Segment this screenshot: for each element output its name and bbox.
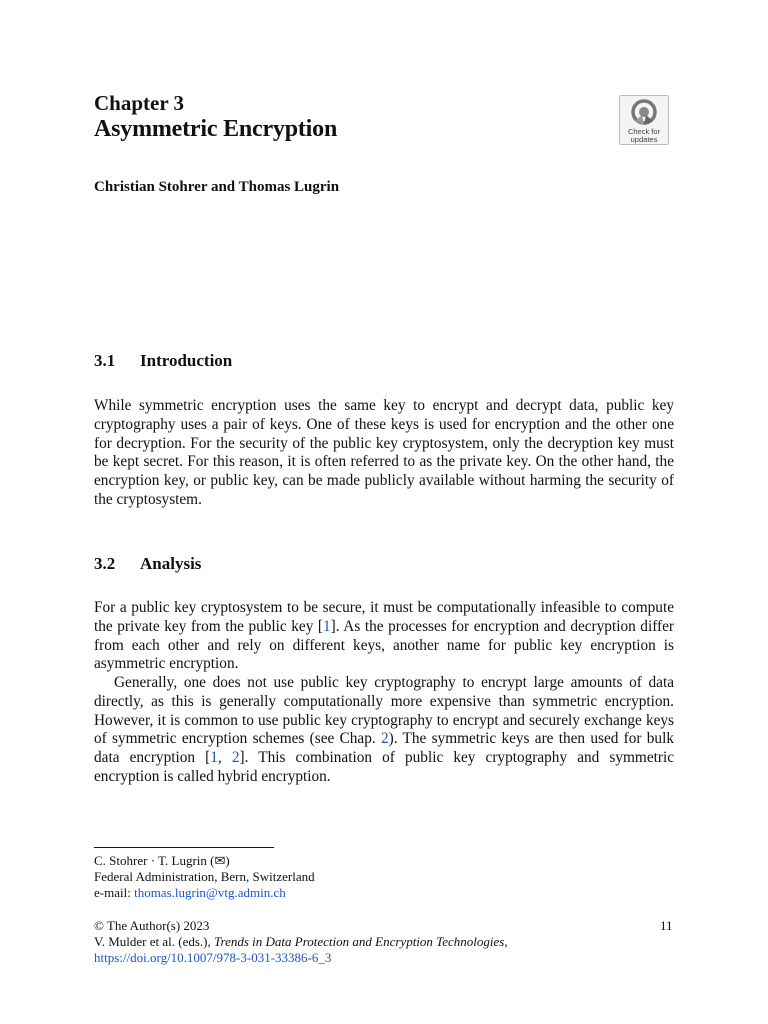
copyright: © The Author(s) 2023 bbox=[94, 918, 210, 933]
section-number: 3.1 bbox=[94, 351, 116, 370]
email-link[interactable]: thomas.lugrin@vtg.admin.ch bbox=[134, 885, 286, 900]
text-run: C. Stohrer · T. Lugrin ( bbox=[94, 853, 215, 868]
chapter-label: Chapter 3 bbox=[94, 91, 185, 115]
text-run: ]. As the processes for encryption and decryption differ from each other and rely on different keys, another name for public key encryption is asymmetric encryption. bbox=[94, 617, 674, 673]
footnote-affiliation: Federal Administration, Bern, Switzerland bbox=[94, 869, 315, 884]
text-run: V. Mulder et al. (eds.), bbox=[94, 934, 214, 949]
section-title: Analysis bbox=[140, 554, 202, 573]
section-title: Introduction bbox=[140, 351, 233, 370]
analysis-paragraph-1 bbox=[94, 599, 674, 674]
analysis-paragraph-2 bbox=[94, 674, 674, 787]
text-run: , bbox=[504, 934, 508, 949]
crossmark-icon bbox=[629, 99, 659, 127]
authors: Christian Stohrer and Thomas Lugrin bbox=[94, 179, 340, 195]
chapter-title: Asymmetric Encryption bbox=[94, 116, 338, 142]
text-run: ]. This combination of public key cryptography and symmetric encryption is called hybrid encryption. bbox=[94, 749, 674, 785]
text-run: Generally, one does not use public key cryptography to encrypt large amounts of data directly, as this is generally computationally more expensive than symmetric encryption. However, it is common to use public key cryptography to encrypt and securely exchange keys of symmetric encryption schemes (see Chap. bbox=[94, 674, 674, 748]
section-heading-analysis bbox=[94, 554, 201, 574]
doi-link[interactable]: https://doi.org/10.1007/978-3-031-33386-6_3 bbox=[94, 950, 332, 965]
badge-text-line2: updates bbox=[630, 135, 658, 144]
footnote-email-line bbox=[94, 885, 286, 902]
text-run: ). The symmetric keys are then used for bulk data encryption [ bbox=[94, 730, 674, 767]
text-run: e-mail: bbox=[94, 885, 135, 900]
envelope-icon: ✉ bbox=[214, 853, 226, 868]
page-number: 11 bbox=[660, 918, 673, 933]
doi-line bbox=[94, 950, 331, 967]
section-number: 3.2 bbox=[94, 554, 116, 573]
citation-link-1[interactable]: 1 bbox=[210, 749, 218, 767]
book-title: Trends in Data Protection and Encryption Technologies bbox=[213, 934, 505, 949]
citation-line bbox=[94, 934, 508, 951]
chapter-ref-link[interactable]: 2 bbox=[380, 730, 389, 748]
citation-link-1[interactable]: 1 bbox=[323, 617, 331, 635]
text-run: ) bbox=[225, 853, 230, 868]
intro-paragraph: While symmetric encryption uses the same key to encrypt and decrypt data, public key cryptography uses a pair of keys. One of these keys is used for encryption and the other one for decryption. For the security of the public key cryptosystem, only the decryption key must be kept secret. For this reason, it is often referred to as the private key. On the other hand, the encryption key, or public key, can be made publicly available without harming the security of the cryptosystem. bbox=[94, 397, 674, 508]
text-run: , bbox=[217, 749, 232, 767]
badge-text-line1: Check for bbox=[627, 127, 661, 136]
check-for-updates-badge[interactable] bbox=[619, 95, 669, 145]
footnote-divider bbox=[94, 847, 274, 848]
footnote-authors bbox=[94, 853, 230, 870]
section-heading-introduction bbox=[94, 351, 232, 371]
text-run: For a public key cryptosystem to be secure, it must be computationally infeasible to compute the private key from the public key [ bbox=[94, 599, 674, 635]
citation-link-2[interactable]: 2 bbox=[231, 749, 240, 767]
